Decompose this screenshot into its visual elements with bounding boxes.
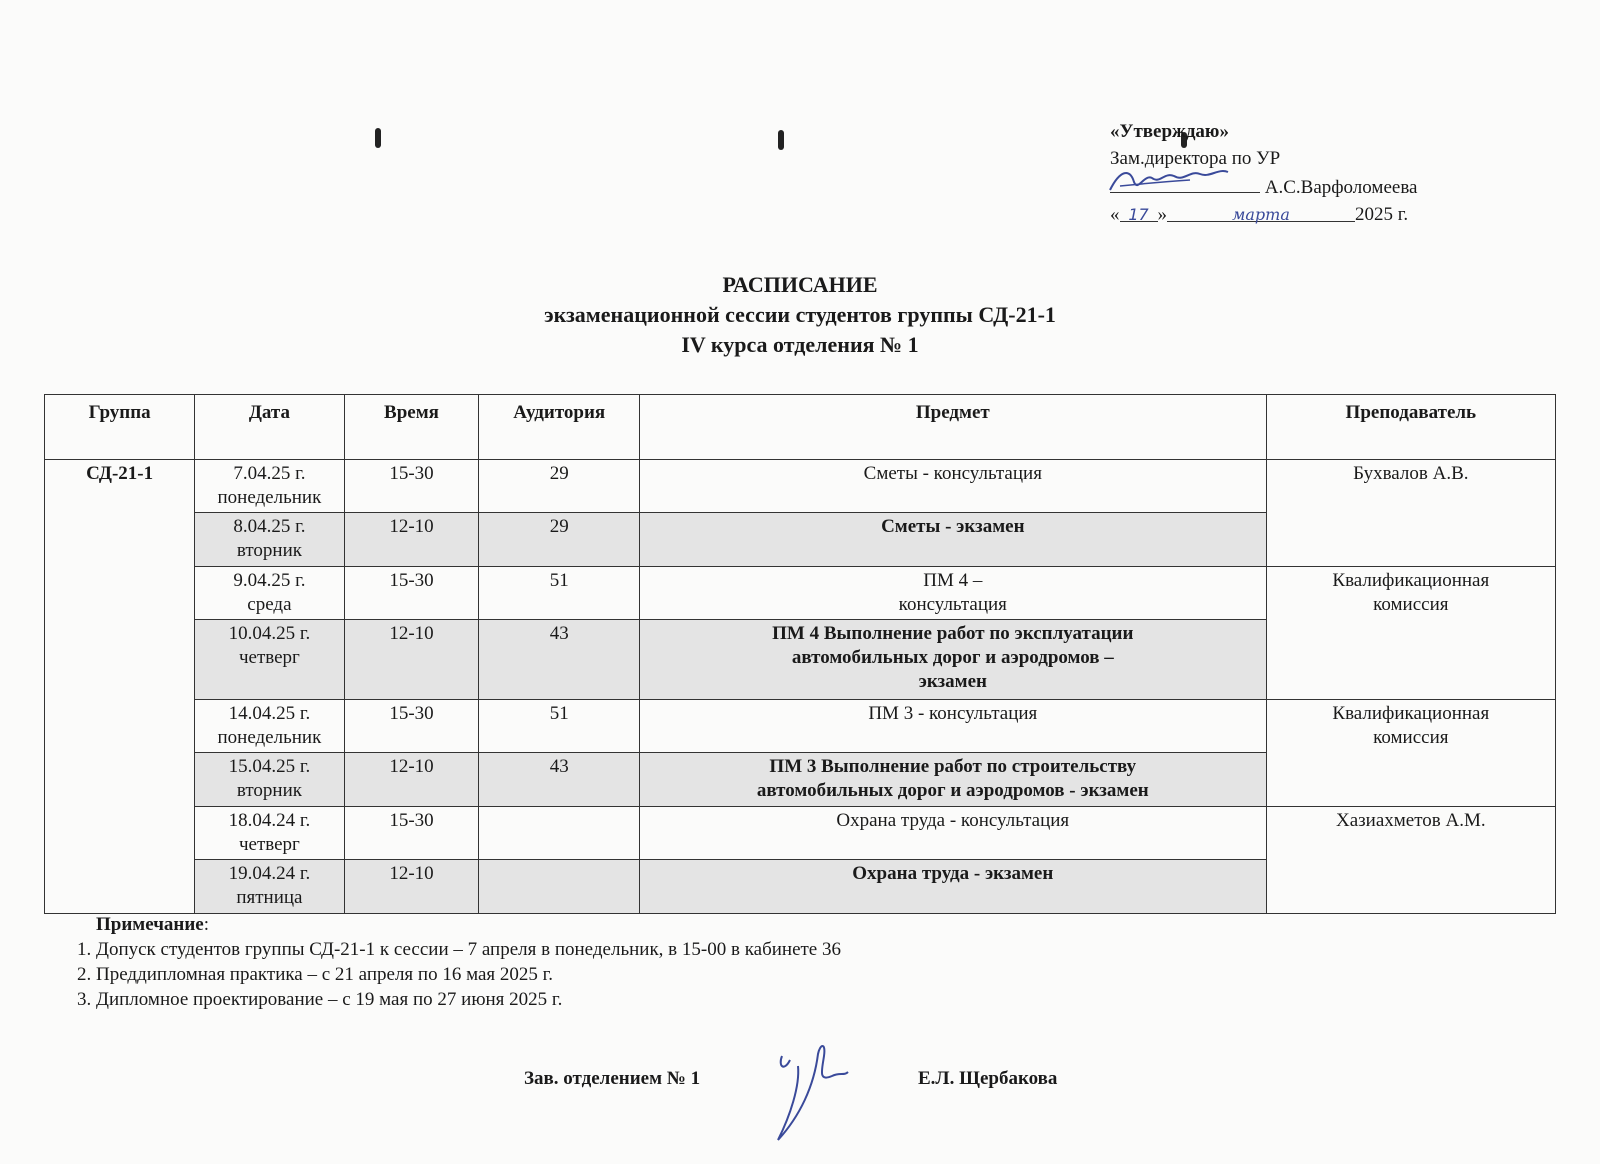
list-item: 3. Дипломное проектирование – с 19 мая по 27 июня 2025 г. (96, 987, 841, 1012)
teacher-cell: Хазиахметов А.М. (1266, 807, 1555, 914)
weekday-value: вторник (236, 540, 302, 561)
table-row (45, 700, 1556, 753)
document-heading (0, 270, 1600, 360)
heading-course: IV курса отделения № 1 (681, 332, 919, 357)
footer-name: Е.Л. Щербакова (918, 1068, 1058, 1089)
table-row (45, 460, 1556, 513)
time-cell: 12-10 (344, 860, 479, 914)
time-cell: 12-10 (344, 620, 479, 700)
date-value: 9.04.25 г. (233, 570, 306, 591)
weekday-value: четверг (238, 834, 300, 855)
weekday-value: пятница (236, 887, 303, 908)
notes-title: Примечание (96, 914, 204, 935)
date-value: 18.04.24 г. (228, 810, 311, 831)
footer-position: Зав. отделением № 1 (524, 1068, 701, 1089)
date-value: 19.04.24 г. (228, 863, 311, 884)
table-row (45, 567, 1556, 620)
weekday-value: понедельник (217, 487, 322, 508)
date-value: 8.04.25 г. (233, 516, 306, 537)
room-cell: 29 (479, 460, 640, 513)
heading-subtitle: экзаменационной сессии студентов группы СД-21-1 (544, 302, 1056, 327)
table-row (45, 807, 1556, 860)
notes-heading (96, 912, 841, 937)
date-value: 10.04.25 г. (228, 623, 311, 644)
date-close-quote: » (1157, 204, 1167, 225)
date-cell (195, 860, 344, 914)
teacher-cell: Квалификационная комиссия (1266, 700, 1555, 807)
date-cell (195, 807, 344, 860)
notes-list (62, 937, 841, 1012)
punch-hole-mark (375, 128, 381, 148)
list-item: 2. Преддипломная практика – с 21 апреля по 16 мая 2025 г. (96, 962, 841, 987)
date-cell (195, 753, 344, 807)
date-open-quote: « (1110, 204, 1120, 225)
heading-title: РАСПИСАНИЕ (722, 272, 878, 297)
header-room: Аудитория (479, 395, 640, 460)
date-cell (195, 700, 344, 753)
approval-position: Зам.директора по УР (1110, 148, 1281, 169)
subject-cell: Сметы - консультация (639, 460, 1266, 513)
group-cell: СД-21-1 (45, 460, 195, 914)
header-subject: Предмет (639, 395, 1266, 460)
approval-title: «Утверждаю» (1110, 121, 1229, 142)
date-day (1120, 201, 1158, 222)
weekday-value: среда (247, 594, 292, 615)
subject-cell: ПМ 3 - консультация (639, 700, 1266, 753)
time-cell: 12-10 (344, 753, 479, 807)
date-cell (195, 513, 344, 567)
date-cell (195, 567, 344, 620)
date-cell (195, 460, 344, 513)
teacher-cell: Бухвалов А.В. (1266, 460, 1555, 567)
table-header-row (45, 395, 1556, 460)
subject-cell: Охрана труда - консультация (639, 807, 1266, 860)
room-cell: 43 (479, 620, 640, 700)
time-cell: 12-10 (344, 513, 479, 567)
room-cell: 51 (479, 567, 640, 620)
approval-date (1110, 201, 1510, 228)
footer-signature (770, 1036, 850, 1146)
subject-cell: ПМ 4 – консультация (639, 567, 1266, 620)
date-value: 14.04.25 г. (228, 703, 311, 724)
weekday-value: понедельник (217, 727, 322, 748)
weekday-value: четверг (238, 647, 300, 668)
notes-section (62, 912, 841, 1012)
subject-cell: Сметы - экзамен (639, 513, 1266, 567)
time-cell: 15-30 (344, 460, 479, 513)
subject-cell: ПМ 4 Выполнение работ по эксплуатации автомобильных дорог и аэродромов – экзамен (639, 620, 1266, 700)
date-value: 7.04.25 г. (233, 463, 306, 484)
date-cell (195, 620, 344, 700)
header-teacher: Преподаватель (1266, 395, 1555, 460)
time-cell: 15-30 (344, 700, 479, 753)
time-cell: 15-30 (344, 567, 479, 620)
approval-name: А.С.Варфоломеева (1264, 177, 1418, 198)
subject-cell: Охрана труда - экзамен (639, 860, 1266, 914)
room-cell (479, 807, 640, 860)
schedule-table (44, 394, 1556, 914)
notes-colon: : (203, 914, 210, 935)
approval-signature (1100, 160, 1250, 200)
room-cell: 51 (479, 700, 640, 753)
time-cell: 15-30 (344, 807, 479, 860)
teacher-cell: Квалификационная комиссия (1266, 567, 1555, 700)
header-group: Группа (45, 395, 195, 460)
date-year: 2025 г. (1355, 204, 1409, 225)
date-value: 15.04.25 г. (228, 756, 311, 777)
header-time: Время (344, 395, 479, 460)
header-date: Дата (195, 395, 344, 460)
list-item: 1. Допуск студентов группы СД-21-1 к сессии – 7 апреля в понедельник, в 15-00 в кабинете 36 (96, 937, 841, 962)
date-day-value: 17 (1128, 205, 1149, 224)
weekday-value: вторник (236, 780, 302, 801)
date-month (1167, 201, 1355, 222)
punch-hole-mark (778, 130, 784, 150)
room-cell: 29 (479, 513, 640, 567)
room-cell (479, 860, 640, 914)
date-month-value: марта (1232, 205, 1290, 224)
room-cell: 43 (479, 753, 640, 807)
subject-cell: ПМ 3 Выполнение работ по строительству автомобильных дорог и аэродромов - экзамен (639, 753, 1266, 807)
